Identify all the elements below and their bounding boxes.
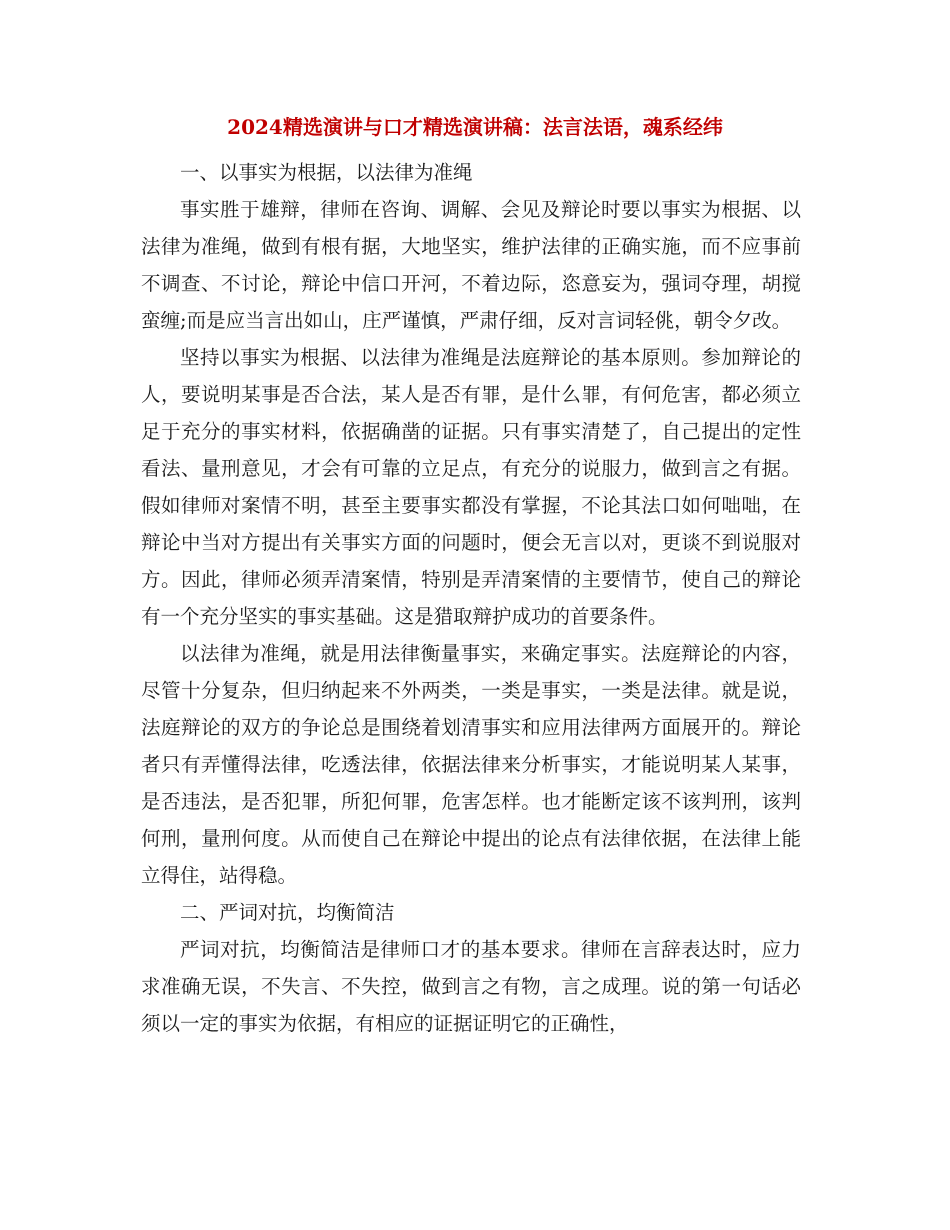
document-body [141,154,801,1042]
paragraph-1: 事实胜于雄辩，律师在咨询、调解、会见及辩论时要以事实为根据、以法律为准绳，做到有根有据，大地坚实，维护法律的正确实施，而不应事前不调查、不讨论，辩论中信口开河，不着边际，恣意妄为，强词夺理，胡搅蛮缠;而是应当言出如山，庄严谨慎，严肃仔细，反对言词轻佻，朝令夕改。 [141,198,801,332]
paragraph-2: 坚持以事实为根据、以法律为准绳是法庭辩论的基本原则。参加辩论的人，要说明某事是否合法，某人是否有罪，是什么罪，有何危害，都必须立足于充分的事实材料，依据确凿的证据。只有事实清楚了，自己提出的定性看法、量刑意见，才会有可靠的立足点，有充分的说服力，做到言之有据。假如律师对案情不明，甚至主要事实都没有掌握，不论其法口如何咄咄，在辩论中当对方提出有关事实方面的问题时，便会无言以对，更谈不到说服对方。因此，律师必须弄清案情，特别是弄清案情的主要情节，使自己的辩论有一个充分坚实的事实基础。这是猎取辩护成功的首要条件。 [141,346,801,628]
section-heading-1: 一、以事实为根据，以法律为准绳 [180,161,473,184]
paragraph-4: 严词对抗，均衡简洁是律师口才的基本要求。律师在言辞表达时，应力求准确无误，不失言、不失控，做到言之有物，言之成理。说的第一句话必须以一定的事实为依据，有相应的证据证明它的正确性， [141,938,801,1035]
section-heading-2: 二、严词对抗，均衡简洁 [180,901,395,924]
paragraph-3: 以法律为准绳，就是用法律衡量事实，来确定事实。法庭辩论的内容，尽管十分复杂，但归纳起来不外两类，一类是事实，一类是法律。就是说，法庭辩论的双方的争论总是围绕着划清事实和应用法律两方面展开的。辩论者只有弄懂得法律，吃透法律，依据法律来分析事实，才能说明某人某事，是否违法，是否犯罪，所犯何罪，危害怎样。也才能断定该不该判刑，该判何刑，量刑何度。从而使自己在辩论中提出的论点有法律依据，在法律上能立得住，站得稳。 [141,642,801,887]
document-title: 2024精选演讲与口才精选演讲稿：法言法语，魂系经纬 [227,115,723,139]
